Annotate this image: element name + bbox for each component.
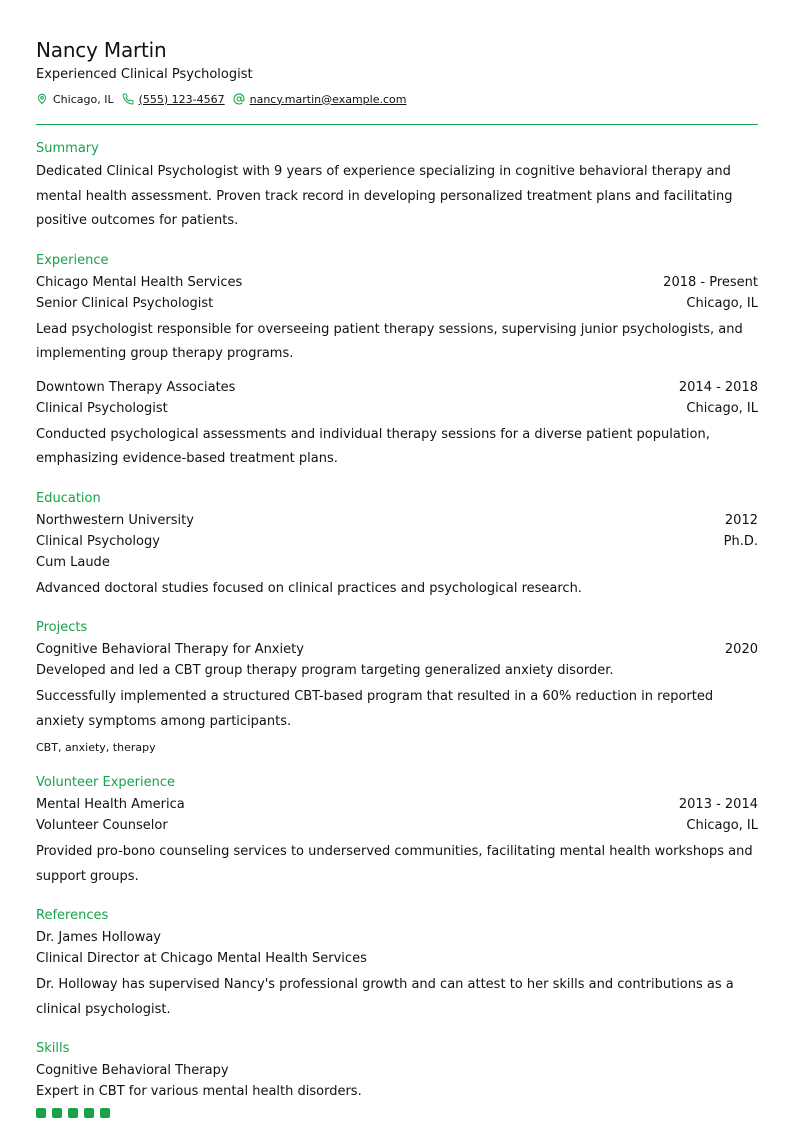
candidate-name: Nancy Martin <box>36 38 167 62</box>
volunteer-position: Volunteer Counselor <box>36 818 168 833</box>
projects-title: Projects <box>36 620 88 635</box>
volunteer-organization: Mental Health America <box>36 797 185 812</box>
experience-section <box>36 252 758 472</box>
education-section <box>36 490 758 602</box>
skill-level-dot <box>84 1108 94 1118</box>
education-title: Education <box>36 490 101 506</box>
project-keywords: CBT, anxiety, therapy <box>36 741 156 754</box>
experience-date: 2018 - Present <box>663 274 758 290</box>
experience-entry <box>36 377 758 472</box>
location-text: Chicago, IL <box>53 92 114 106</box>
volunteer-location: Chicago, IL <box>686 818 758 833</box>
summary-title: Summary <box>36 141 99 156</box>
volunteer-title: Volunteer Experience <box>36 775 175 790</box>
references-section <box>36 907 758 1022</box>
skill-description: Expert in CBT for various mental health disorders. <box>36 1084 362 1099</box>
contact-info <box>36 91 758 107</box>
skill-name: Cognitive Behavioral Therapy <box>36 1063 229 1078</box>
email-link[interactable]: nancy.martin@example.com <box>249 92 407 106</box>
experience-entry <box>36 272 758 367</box>
reference-entry <box>36 927 758 1022</box>
experience-title: Experience <box>36 252 109 268</box>
summary-text: Dedicated Clinical Psychologist with 9 years of experience specializing in cognitive behavioral therapy and mental health assessment. Proven track record in developing personalized treatment plans and facilitating positive outcomes for patients. <box>36 164 733 228</box>
experience-summary: Conducted psychological assessments and individual therapy sessions for a diverse patient population, emphasizing evidence-based treatment plans. <box>36 426 710 466</box>
education-area: Clinical Psychology <box>36 533 160 549</box>
email-item <box>233 93 407 106</box>
project-description: Developed and led a CBT group therapy program targeting generalized anxiety disorder. <box>36 663 614 678</box>
header-divider <box>36 124 758 125</box>
experience-position: Senior Clinical Psychologist <box>36 295 214 311</box>
skill-level-dot <box>68 1108 78 1118</box>
map-pin-icon <box>36 93 48 105</box>
project-entry <box>36 639 758 756</box>
skill-entry <box>36 1060 758 1118</box>
volunteer-section <box>36 774 758 889</box>
education-date: 2012 <box>724 512 758 528</box>
summary-section <box>36 140 758 234</box>
skill-level-dot <box>52 1108 62 1118</box>
project-summary: Successfully implemented a structured CBT-based program that resulted in a 60% reduction in reported anxiety symptoms among participants. <box>36 689 714 729</box>
experience-position: Clinical Psychologist <box>36 400 168 416</box>
resume-page <box>36 0 758 1118</box>
education-summary: Advanced doctoral studies focused on clinical practices and psychological research. <box>36 580 582 596</box>
experience-company: Downtown Therapy Associates <box>36 379 236 395</box>
skills-title: Skills <box>36 1041 70 1056</box>
skill-level-dot <box>100 1108 110 1118</box>
project-name: Cognitive Behavioral Therapy for Anxiety <box>36 642 304 657</box>
education-score: Cum Laude <box>36 554 110 570</box>
references-title: References <box>36 908 109 923</box>
location-item <box>36 93 114 106</box>
skill-level-dot <box>36 1108 46 1118</box>
candidate-headline: Experienced Clinical Psychologist <box>36 67 253 82</box>
experience-company: Chicago Mental Health Services <box>36 274 243 290</box>
education-degree: Ph.D. <box>723 533 758 549</box>
skill-level-indicator <box>36 1108 758 1118</box>
project-date: 2020 <box>724 642 758 657</box>
reference-name: Dr. James Holloway <box>36 930 161 945</box>
experience-location: Chicago, IL <box>686 295 758 311</box>
at-sign-icon <box>233 93 245 105</box>
projects-section <box>36 619 758 756</box>
resume-header <box>36 36 758 107</box>
volunteer-summary: Provided pro-bono counseling services to underserved communities, facilitating mental health workshops and support groups. <box>36 844 753 884</box>
experience-location: Chicago, IL <box>686 400 758 416</box>
volunteer-entry <box>36 794 758 889</box>
education-institution: Northwestern University <box>36 512 194 528</box>
phone-item <box>122 93 225 106</box>
skills-section <box>36 1040 758 1118</box>
reference-summary: Dr. Holloway has supervised Nancy's professional growth and can attest to her skills and contributions as a clinical psychologist. <box>36 977 734 1017</box>
experience-date: 2014 - 2018 <box>678 379 758 395</box>
phone-icon <box>122 93 134 105</box>
volunteer-date: 2013 - 2014 <box>678 797 758 812</box>
reference-description: Clinical Director at Chicago Mental Health Services <box>36 951 367 966</box>
education-entry <box>36 510 758 602</box>
phone-link[interactable]: (555) 123-4567 <box>138 92 225 106</box>
experience-summary: Lead psychologist responsible for overseeing patient therapy sessions, supervising junior psychologists, and implementing group therapy programs. <box>36 321 743 361</box>
